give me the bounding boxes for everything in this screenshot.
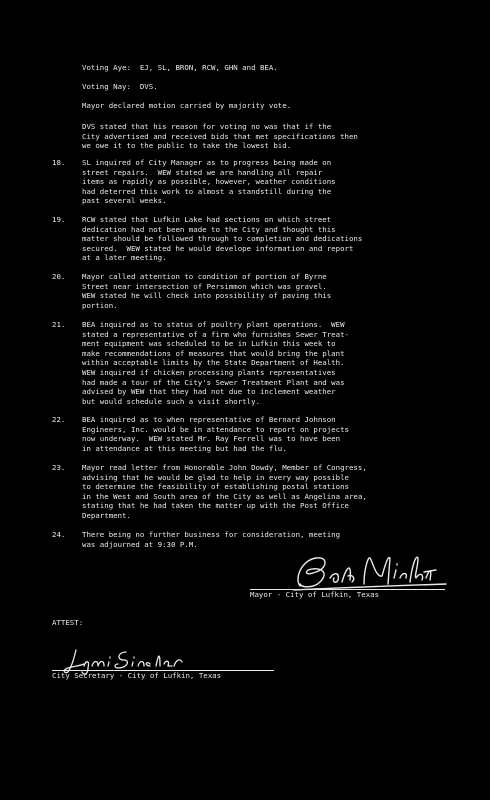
- voting-nay: Voting Nay: DVS.: [82, 82, 158, 91]
- dvs-line: we owe it to the public to take the lowest bid.: [82, 141, 292, 151]
- item-line: now underway. WEW stated Mr. Ray Ferrell was to have been: [82, 434, 341, 444]
- dvs-line: DVS stated that his reason for voting no was that if the: [82, 122, 332, 131]
- mayor-caption: Mayor - City of Lufkin, Texas: [250, 590, 380, 599]
- item-text: [82, 215, 442, 263]
- item-line: make recommendations of measures that would bring the plant: [82, 348, 345, 358]
- item-text: [82, 158, 442, 206]
- item-line: RCW stated that Lufkin Lake had sections on which street: [82, 215, 332, 224]
- item-line: Department.: [82, 510, 131, 520]
- item-line: stated a representative of a firm who furnishes Sewer Treat-: [82, 329, 349, 339]
- item-line: Mayor called attention to condition of portion of Byrne: [82, 272, 327, 281]
- item-number: 22.: [52, 415, 66, 424]
- item-line: Street near intersection of Persimmon which was gravel.: [82, 281, 327, 291]
- item-line: had made a tour of the City's Sewer Treatment Plant and was: [82, 377, 345, 387]
- item-line: stating that he had taken the matter up with the Post Office: [82, 501, 349, 511]
- item-line: SL inquired of City Manager as to progress being made on: [82, 158, 332, 167]
- item-line: advised by WEW that they had not due to inclement weather: [82, 387, 336, 397]
- item-line: BEA inquired as to status of poultry plant operations. WEW: [82, 320, 345, 329]
- item-line: BEA inquired as to when representative of Bernard Johnson: [82, 415, 336, 424]
- item-line: portion.: [82, 300, 118, 310]
- mayor-signature: [290, 548, 450, 593]
- voting-aye: Voting Aye: EJ, SL, BRON, RCW, GHN and BEA.: [82, 63, 278, 72]
- attest-label: ATTEST:: [52, 618, 84, 627]
- item-line: items as rapidly as possible, however, weather conditions: [82, 177, 336, 187]
- item-number: 24.: [52, 530, 66, 539]
- item-line: was adjourned at 9:30 P.M.: [82, 539, 198, 549]
- item-text: [82, 272, 442, 310]
- item-text: [82, 463, 442, 521]
- item-line: dedication had not been made to the City and thought this: [82, 224, 336, 234]
- item-number: 23.: [52, 463, 66, 472]
- item-line: at a later meeting.: [82, 253, 167, 263]
- item-line: There being no further business for consideration, meeting: [82, 530, 341, 539]
- item-line: to determine the feasibility of establishing postal stations: [82, 482, 349, 492]
- item-number: 21.: [52, 320, 66, 329]
- item-line: had deterred this work to almost a standstill during the: [82, 186, 332, 196]
- item-line: advising that he would be glad to help in every way possible: [82, 472, 349, 482]
- secretary-caption: City Secretary - City of Lufkin, Texas: [52, 671, 222, 680]
- item-line: WEW inquired if chicken processing plants representatives: [82, 367, 336, 377]
- item-line: Mayor read letter from Honorable John Dowdy, Member of Congress,: [82, 463, 367, 472]
- item-text: [82, 415, 442, 453]
- item-line: secured. WEW stated he would develope information and report: [82, 243, 354, 253]
- item-line: street repairs. WEW stated we are handling all repair: [82, 167, 323, 177]
- item-line: past several weeks.: [82, 196, 167, 206]
- dvs-line: City advertised and received bids that met specifications then: [82, 131, 358, 141]
- item-line: but would schedule such a visit shortly.: [82, 396, 260, 406]
- item-line: Engineers, Inc. would be in attendance to report on projects: [82, 424, 349, 434]
- item-line: in attendance at this meeting but had the flu.: [82, 443, 287, 453]
- item-number: 20.: [52, 272, 66, 281]
- item-text: [82, 530, 442, 549]
- item-text: [82, 320, 442, 406]
- item-number: 19.: [52, 215, 66, 224]
- item-line: within acceptable limits by the State Department of Health.: [82, 358, 345, 368]
- item-line: in the West and South area of the City as well as Angelina area,: [82, 491, 367, 501]
- item-number: 18.: [52, 158, 66, 167]
- motion-result: Mayor declared motion carried by majority vote.: [82, 101, 292, 110]
- item-line: matter should be followed through to completion and dedications: [82, 234, 363, 244]
- item-line: WEW stated he will check into possibility of paving this: [82, 291, 332, 301]
- item-line: ment equipment was scheduled to be in Lufkin this week to: [82, 339, 336, 349]
